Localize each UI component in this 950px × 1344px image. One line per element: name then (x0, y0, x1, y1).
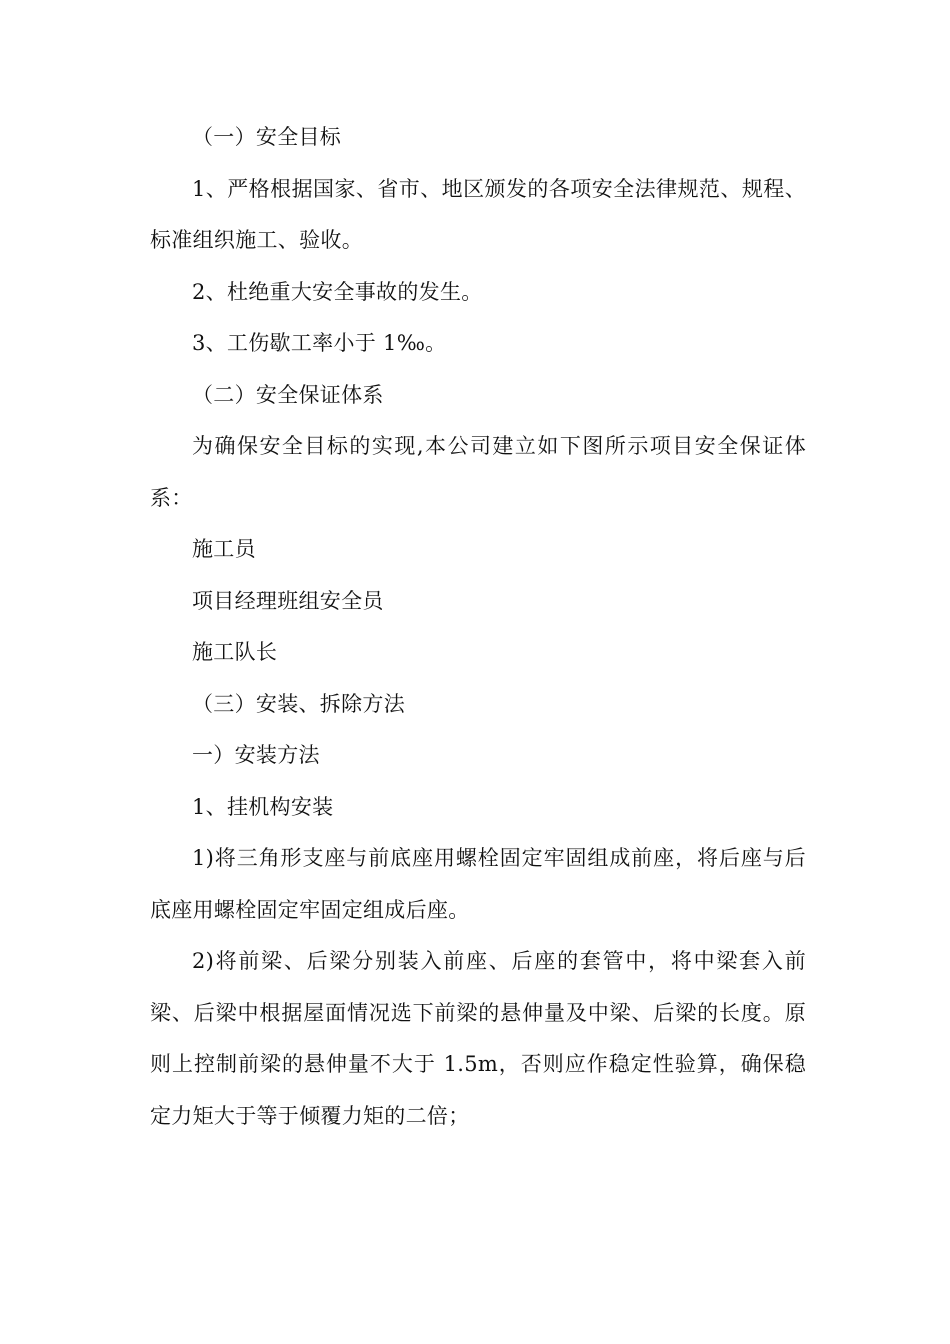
section-heading-methods: （三）安装、拆除方法 (192, 691, 405, 716)
org-role-team-leader: 施工队长 (192, 640, 278, 664)
section-heading-safety-goal: （一）安全目标 (192, 125, 342, 149)
paragraph-step-2: 2)将前梁、后梁分别装入前座、后座的套管中，将中梁套入前梁、后梁中根据屋面情况选下前梁的悬伸量及中梁、后梁的长度。原则上控制前梁的悬伸量不大于 1.5m，否则应作稳定性验算，确保稳定力矩大于等于倾覆力矩的二倍； (150, 949, 806, 1128)
section-heading-safety-system: （二）安全保证体系 (192, 382, 384, 407)
paragraph-item-2: 2、杜绝重大安全事故的发生。 (192, 279, 483, 304)
paragraph-system-intro: 为确保安全目标的实现,本公司建立如下图所示项目安全保证体系： (150, 434, 806, 510)
paragraph-item-3: 3、工伤歇工率小于 1‰。 (192, 331, 447, 355)
paragraph-item-1: 1、严格根据国家、省市、地区颁发的各项安全法律规范、规程、标准组织施工、验收。 (150, 176, 806, 252)
org-role-constructor: 施工员 (192, 537, 256, 561)
paragraph-step-1: 1)将三角形支座与前底座用螺栓固定牢固组成前座，将后座与后底座用螺栓固定牢固定组成后座。 (150, 846, 806, 922)
org-role-manager-line: 项目经理班组安全员 (192, 588, 384, 613)
document-body (150, 112, 806, 1142)
subsection-heading-hanging: 1、挂机构安装 (192, 794, 334, 819)
subsection-heading-install: 一）安装方法 (192, 743, 320, 767)
